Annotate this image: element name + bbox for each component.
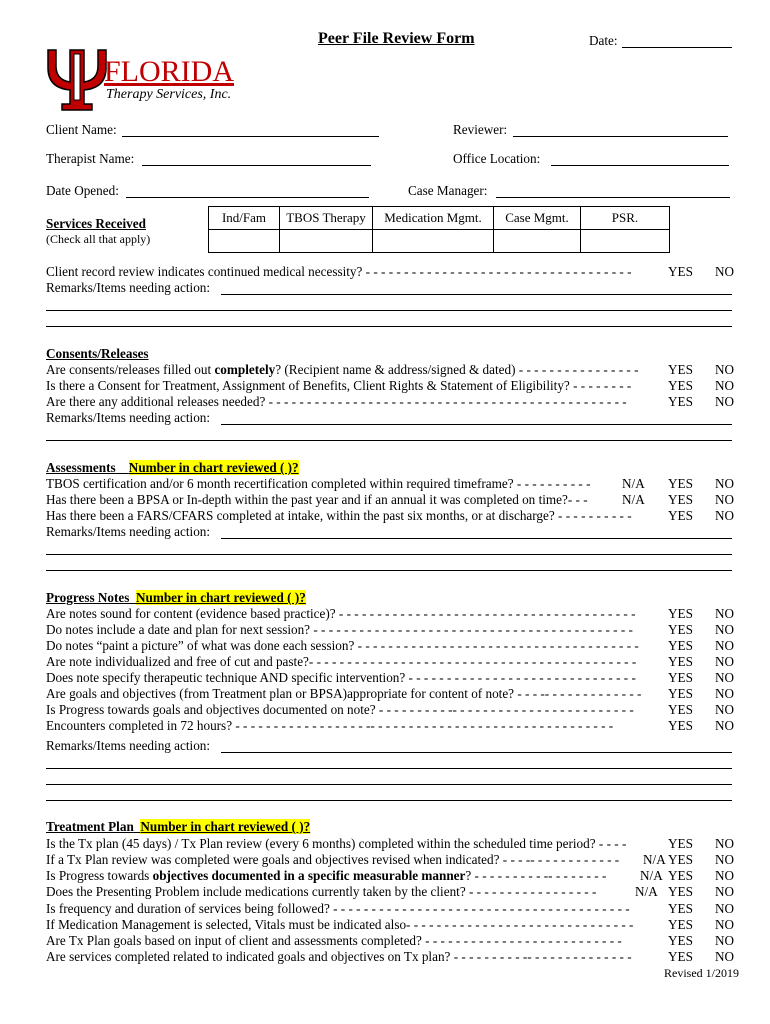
question-text: Are consents/releases filled out completely? (Recipient name & address/signed & dated) - - - - - - - - - - - - - - - - — [46, 362, 639, 377]
assessments-remarks-field[interactable] — [221, 538, 732, 539]
no-option[interactable]: NO — [715, 686, 735, 701]
progress-row — [46, 670, 736, 686]
no-option[interactable]: NO — [715, 933, 735, 948]
company-name: FLORIDA — [104, 55, 235, 88]
date-opened-field[interactable] — [126, 197, 369, 198]
client-name-label: Client Name: — [46, 122, 117, 137]
date-label: Date: — [589, 33, 618, 48]
question-text: Has there been a BPSA or In-depth within the past year and if an annual it was completed on time?- - - — [46, 492, 588, 507]
services-subtitle: (Check all that apply) — [46, 232, 151, 246]
service-header-tbos: TBOS Therapy — [280, 207, 373, 230]
yes-option[interactable]: YES — [668, 917, 693, 932]
remarks-line[interactable] — [46, 326, 732, 327]
question-text: Are Tx Plan goals based on input of client and assessments completed? - - - - - - - - - - - - - - - - - - - - - - - - - - — [46, 933, 622, 948]
question-text: Is Progress towards goals and objectives documented on note? - - - - - - - - - -- - - - - - - - - - - - - - - - - - - - - - - - — [46, 702, 634, 717]
question-text: Has there been a FARS/CFARS completed at intake, within the past six months, or at discharge? - - - - - - - - - - — [46, 508, 632, 523]
company-logo — [44, 44, 244, 116]
assessments-row-3 — [46, 508, 736, 524]
question-text: Is the Tx plan (45 days) / Tx Plan review (every 6 months) completed within the scheduled time period? - - - - — [46, 836, 627, 851]
question-text: If a Tx Plan review was completed were goals and objectives revised when indicated? - - - -- - - - - - - - - - - - — [46, 852, 620, 867]
question-text: Is Progress towards objectives documented in a specific measurable manner? - - - - - - - - - -- - - - - - - - — [46, 868, 607, 883]
date-field[interactable] — [622, 47, 732, 48]
service-check-tbos[interactable] — [280, 230, 373, 253]
remarks-line[interactable] — [46, 784, 732, 785]
yes-option[interactable]: YES — [668, 933, 693, 948]
necessity-remarks-label: Remarks/Items needing action: — [46, 280, 211, 295]
remarks-line[interactable] — [46, 570, 732, 571]
assessments-title: Assessments — [46, 460, 116, 475]
no-option[interactable]: NO — [715, 622, 735, 637]
consents-remarks-label: Remarks/Items needing action: — [46, 410, 211, 425]
consents-title: Consents/Releases — [46, 346, 149, 361]
assessments-count[interactable]: Number in chart reviewed ( )? — [128, 460, 299, 475]
treatment-header — [46, 819, 310, 835]
service-check-psr[interactable] — [581, 230, 670, 253]
remarks-line[interactable] — [46, 440, 732, 441]
progress-remarks-field[interactable] — [221, 752, 732, 753]
na-option[interactable]: N/A — [622, 492, 645, 507]
na-option[interactable]: N/A — [622, 476, 645, 491]
remarks-line[interactable] — [46, 310, 732, 311]
question-text: Does the Presenting Problem include medications currently taken by the client? - - - - - - - - - - - - - - - - - — [46, 884, 597, 899]
remarks-line[interactable] — [46, 554, 732, 555]
na-option[interactable]: N/A — [643, 852, 666, 867]
no-option[interactable]: NO — [715, 264, 735, 279]
treatment-title: Treatment Plan — [46, 819, 134, 834]
treatment-row-6 — [46, 917, 736, 933]
no-option[interactable]: NO — [715, 852, 735, 867]
service-check-casemgmt[interactable] — [494, 230, 581, 253]
consents-row-1 — [46, 362, 736, 378]
na-option[interactable]: N/A — [640, 868, 663, 883]
service-check-medication[interactable] — [373, 230, 494, 253]
question-text: Is there a Consent for Treatment, Assignment of Benefits, Client Rights & Statement of Eligibility? - - - - - - - - — [46, 378, 632, 393]
service-header-medication: Medication Mgmt. — [373, 207, 494, 230]
yes-option[interactable]: YES — [668, 508, 693, 523]
treatment-count[interactable]: Number in chart reviewed ( )? — [140, 819, 311, 834]
yes-option[interactable]: YES — [668, 686, 693, 701]
consents-remarks-field[interactable] — [221, 424, 732, 425]
progress-header — [46, 590, 306, 606]
yes-option[interactable]: YES — [668, 852, 693, 867]
no-option[interactable]: NO — [715, 508, 735, 523]
reviewer-field[interactable] — [513, 136, 728, 137]
no-option[interactable]: NO — [715, 492, 735, 507]
progress-title: Progress Notes — [46, 590, 130, 605]
remarks-line[interactable] — [46, 800, 732, 801]
no-option[interactable]: NO — [715, 836, 735, 851]
company-subtitle: Therapy Services, Inc. — [106, 87, 232, 102]
services-title: Services Received — [46, 216, 146, 231]
progress-remarks-label: Remarks/Items needing action: — [46, 738, 211, 753]
therapist-name-field[interactable] — [142, 165, 371, 166]
service-header-casemgmt: Case Mgmt. — [494, 207, 581, 230]
yes-option[interactable]: YES — [668, 670, 693, 685]
no-option[interactable]: NO — [715, 670, 735, 685]
yes-option[interactable]: YES — [668, 606, 693, 621]
progress-row — [46, 622, 736, 638]
question-text: Are note individualized and free of cut and paste?- - - - - - - - - - - - - - - - - - - - - - - - - - - - - - - - - - - - - - - - - - - — [46, 654, 637, 669]
no-option[interactable]: NO — [715, 362, 735, 377]
question-text: Are there any additional releases needed? - - - - - - - - - - - - - - - - - - - - - - - - - - - - - - - - - - - - - - - - - - - - - - - — [46, 394, 627, 409]
no-option[interactable]: NO — [715, 917, 735, 932]
progress-row — [46, 638, 736, 654]
yes-option[interactable]: YES — [668, 362, 693, 377]
therapist-name-label: Therapist Name: — [46, 151, 135, 166]
form-title: Peer File Review Form — [318, 30, 475, 47]
assessments-row-1 — [46, 476, 736, 492]
yes-option[interactable]: YES — [668, 654, 693, 669]
date-opened-label: Date Opened: — [46, 183, 119, 198]
necessity-remarks-field[interactable] — [221, 294, 732, 295]
question-text: Do notes include a date and plan for next session? - - - - - - - - - - - - - - - - - - - - - - - - - - - - - - - - - - - - - - - - - - — [46, 622, 633, 637]
progress-row — [46, 606, 736, 622]
yes-option[interactable]: YES — [668, 836, 693, 851]
yes-option[interactable]: YES — [668, 868, 693, 883]
treatment-row-1 — [46, 836, 736, 852]
service-header-indfam: Ind/Fam — [209, 207, 280, 230]
yes-option[interactable]: YES — [668, 492, 693, 507]
no-option[interactable]: NO — [715, 901, 735, 916]
no-option[interactable]: NO — [715, 476, 735, 491]
assessments-header — [46, 460, 299, 476]
no-option[interactable]: NO — [715, 868, 735, 883]
yes-option[interactable]: YES — [668, 718, 693, 733]
progress-count[interactable]: Number in chart reviewed ( )? — [135, 590, 306, 605]
no-option[interactable]: NO — [715, 638, 735, 653]
revised-footer: Revised 1/2019 — [664, 966, 739, 980]
consents-row-2 — [46, 378, 736, 394]
office-location-label: Office Location: — [453, 151, 541, 166]
treatment-row-2 — [46, 852, 736, 868]
no-option[interactable]: NO — [715, 884, 735, 899]
treatment-row-3 — [46, 868, 736, 884]
progress-row — [46, 654, 736, 670]
services-table — [208, 206, 670, 253]
question-text: Do notes “paint a picture” of what was done each session? - - - - - - - - - - - - - - - - - - - - - - - - - - - - - - - - - - - - - — [46, 638, 639, 653]
question-text: Client record review indicates continued medical necessity? - - - - - - - - - - - - - - - - - - - - - - - - - - - - - - - - - - - — [46, 264, 632, 279]
progress-row — [46, 718, 736, 734]
question-text: Encounters completed in 72 hours? - - - - - - - - - - - - - - - - - -- - - - - - - - - - - - - - - - - - - - - - - - - - - - - - - - — [46, 718, 614, 733]
assessments-row-2 — [46, 492, 736, 508]
question-text: Is frequency and duration of services being followed? - - - - - - - - - - - - - - - - - - - - - - - - - - - - - - - - - - - - - - - — [46, 901, 630, 916]
question-text: Are services completed related to indicated goals and objectives on Tx plan? - - - - - - - - - -- - - - - - - - - - - - - - — [46, 949, 632, 964]
yes-option[interactable]: YES — [668, 622, 693, 637]
yes-option[interactable]: YES — [668, 378, 693, 393]
treatment-row-8 — [46, 949, 736, 965]
treatment-row-7 — [46, 933, 736, 949]
service-header-psr: PSR. — [581, 207, 670, 230]
remarks-line[interactable] — [46, 768, 732, 769]
client-name-field[interactable] — [122, 136, 379, 137]
treatment-row-5 — [46, 901, 736, 917]
consents-row-3 — [46, 394, 736, 410]
yes-option[interactable]: YES — [668, 394, 693, 409]
na-option[interactable]: N/A — [635, 884, 658, 899]
question-text: Are notes sound for content (evidence based practice)? - - - - - - - - - - - - - - - - - - - - - - - - - - - - - - - - - - - - - - - — [46, 606, 636, 621]
no-option[interactable]: NO — [715, 702, 735, 717]
reviewer-label: Reviewer: — [453, 122, 508, 137]
case-manager-field[interactable] — [496, 197, 730, 198]
question-text: TBOS certification and/or 6 month recertification completed within required timeframe? - - - - - - - - - - — [46, 476, 591, 491]
no-option[interactable]: NO — [715, 654, 735, 669]
yes-option[interactable]: YES — [668, 702, 693, 717]
no-option[interactable]: NO — [715, 718, 735, 733]
no-option[interactable]: NO — [715, 394, 735, 409]
progress-row — [46, 702, 736, 718]
yes-option[interactable]: YES — [668, 476, 693, 491]
yes-option[interactable]: YES — [668, 949, 693, 964]
progress-row — [46, 686, 736, 702]
question-text: Does note specify therapeutic technique AND specific intervention? - - - - - - - - - - - - - - - - - - - - - - - - - - - - - - — [46, 670, 636, 685]
office-location-field[interactable] — [551, 165, 729, 166]
no-option[interactable]: NO — [715, 378, 735, 393]
yes-option[interactable]: YES — [668, 264, 693, 279]
yes-option[interactable]: YES — [668, 884, 693, 899]
assessments-remarks-label: Remarks/Items needing action: — [46, 524, 211, 539]
treatment-row-4 — [46, 884, 736, 900]
service-check-indfam[interactable] — [209, 230, 280, 253]
necessity-row — [46, 264, 736, 280]
case-manager-label: Case Manager: — [408, 183, 488, 198]
no-option[interactable]: NO — [715, 949, 735, 964]
no-option[interactable]: NO — [715, 606, 735, 621]
yes-option[interactable]: YES — [668, 901, 693, 916]
question-text: Are goals and objectives (from Treatment plan or BPSA)appropriate for content of note? - - - -- - - - - - - - - - - - - — [46, 686, 642, 701]
question-text: If Medication Management is selected, Vitals must be indicated also- - - - - - - - - - - - - - - - - - - - - - - - - - - - - - — [46, 917, 634, 932]
yes-option[interactable]: YES — [668, 638, 693, 653]
